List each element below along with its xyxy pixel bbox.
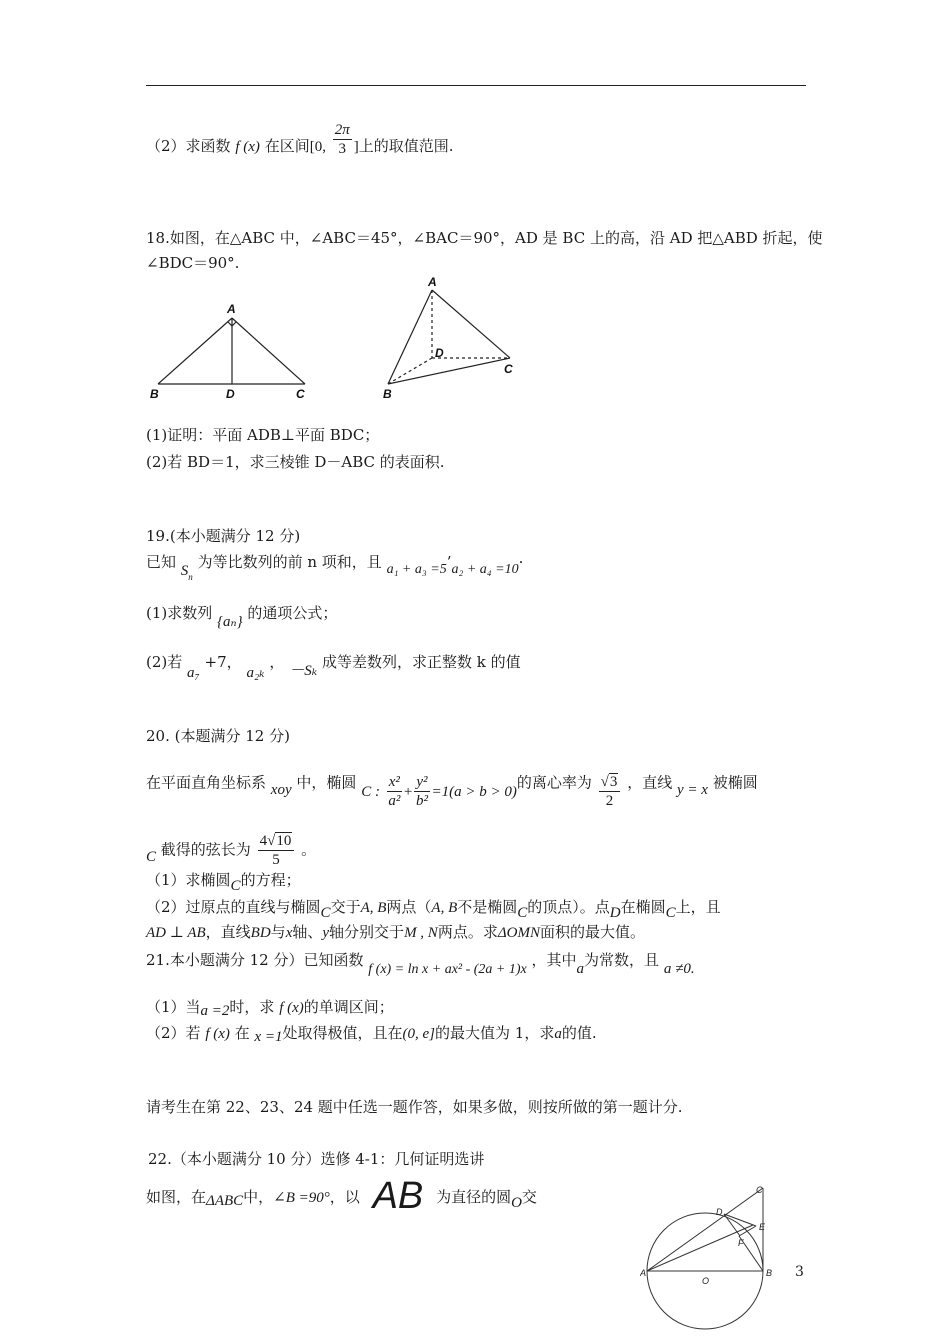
q17-part2: （2）求函数 f (x) 在区间[0, $\frac{2\pi}{3}$ ]上的取值范围. xyxy=(146,121,454,157)
q22-head: 22.（本小题满分 10 分）选修 4-1：几何证明选讲 xyxy=(148,1150,485,1168)
q18-line2: ∠BDC＝90°. xyxy=(146,254,240,272)
label-B: B xyxy=(150,387,159,401)
q18-part2: (2)若 BD＝1，求三棱锥 D－ABC 的表面积. xyxy=(146,453,445,471)
interval-fraction: $\frac{2\pi}{3}$ xyxy=(334,121,350,157)
label-C: C xyxy=(296,387,305,401)
label-B: B xyxy=(766,1268,773,1278)
label-O: O xyxy=(702,1276,710,1286)
header-rule xyxy=(146,85,806,86)
q20-line2: C 截得的弦长为 $\frac{4√10}{5}$ 。 xyxy=(146,833,317,868)
label-C: C xyxy=(756,1185,763,1195)
ellipse-x-term: $\frac{\text{x²}}{\text{a²}}$ xyxy=(388,774,401,809)
q21-part2: （2）若 f (x) 在 x =1处取得极值，且在(0, e]的最大值为 1，求a的值. xyxy=(146,1024,597,1045)
q18-figure-triangle xyxy=(146,298,321,404)
label-A: A xyxy=(428,275,437,289)
q19-head: 19.(本小题满分 12 分) xyxy=(146,527,301,545)
q18-line1: 18.如图，在△ABC 中，∠ABC＝45°，∠BAC＝90°，AD 是 BC 上的高，沿 AD 把△ABD 折起，使 xyxy=(146,229,823,247)
ellipse-y-term: $\frac{\text{y²}}{\text{b²}}$ xyxy=(415,774,428,809)
q19-part2: (2)若 a₇ +7， a₂ₖ ， －Sₖ 成等差数列，求正整数 k 的值 xyxy=(146,653,521,681)
label-D: D xyxy=(435,346,444,360)
q18-part1: (1)证明：平面 ADB⊥平面 BDC； xyxy=(146,426,380,444)
q20-part2-line1: （2）过原点的直线与椭圆C交于A, B两点（A, B不是椭圆C的顶点）。点D在椭圆C上，且 xyxy=(146,898,721,921)
label-A: A xyxy=(227,302,236,316)
q19-part1: (1)求数列 {aₙ} 的通项公式； xyxy=(146,604,338,630)
q20-head: 20. (本题满分 12 分) xyxy=(146,727,290,745)
label-B: B xyxy=(383,387,392,401)
q20-line1: 在平面直角坐标系 xoy 中，椭圆 C : $\frac{\text{x²}}{\text{a²}}$ + $\frac{\text{y²}}{\text{b²}}$ =1(a > b > 0)的离心率为 $\frac{√3}{2}$ ，直线 y = x 被椭圆 xyxy=(146,773,758,809)
label-D: D xyxy=(226,387,235,401)
label-C: C xyxy=(504,362,513,376)
chord-length-fraction: $\frac{4√10}{5}$ xyxy=(258,832,295,869)
label-D: D xyxy=(716,1207,723,1217)
q18-figure-pyramid xyxy=(378,272,528,404)
label-A: A xyxy=(640,1268,647,1278)
q22-circle-figure xyxy=(640,1178,790,1344)
eccentricity-fraction: $\frac{√3}{2}$ xyxy=(599,773,621,810)
label-E: E xyxy=(759,1222,766,1232)
q21-part1: （1）当a =2时，求 f (x)的单调区间； xyxy=(146,998,394,1019)
q20-part1: （1）求椭圆C的方程； xyxy=(146,871,301,894)
selection-note: 请考生在第 22、23、24 题中任选一题作答，如果多做，则按所做的第一题计分. xyxy=(146,1098,683,1116)
label-F: F xyxy=(738,1238,744,1248)
q21-line1: 21.本小题满分 12 分）已知函数 f (x) = ln x + ax² - (2a + 1)x ，其中a为常数，且 a ≠0. xyxy=(146,951,695,977)
q20-part2-line2: AD ⊥ AB，直线BD与x轴、y轴分别交于M , N两点。求ΔOMN面积的最大值。 xyxy=(146,923,645,941)
q19-line1: 已知 $S_n$ 为等比数列的前 n 项和，且 a₁ + a₃ =5’a₂ + a₄ =10· xyxy=(146,553,524,582)
q22-line1: 如图，在ΔABC中，∠B =90°，以 AB 为直径的圆O交 xyxy=(146,1175,537,1217)
page-number: 3 xyxy=(795,1264,804,1280)
